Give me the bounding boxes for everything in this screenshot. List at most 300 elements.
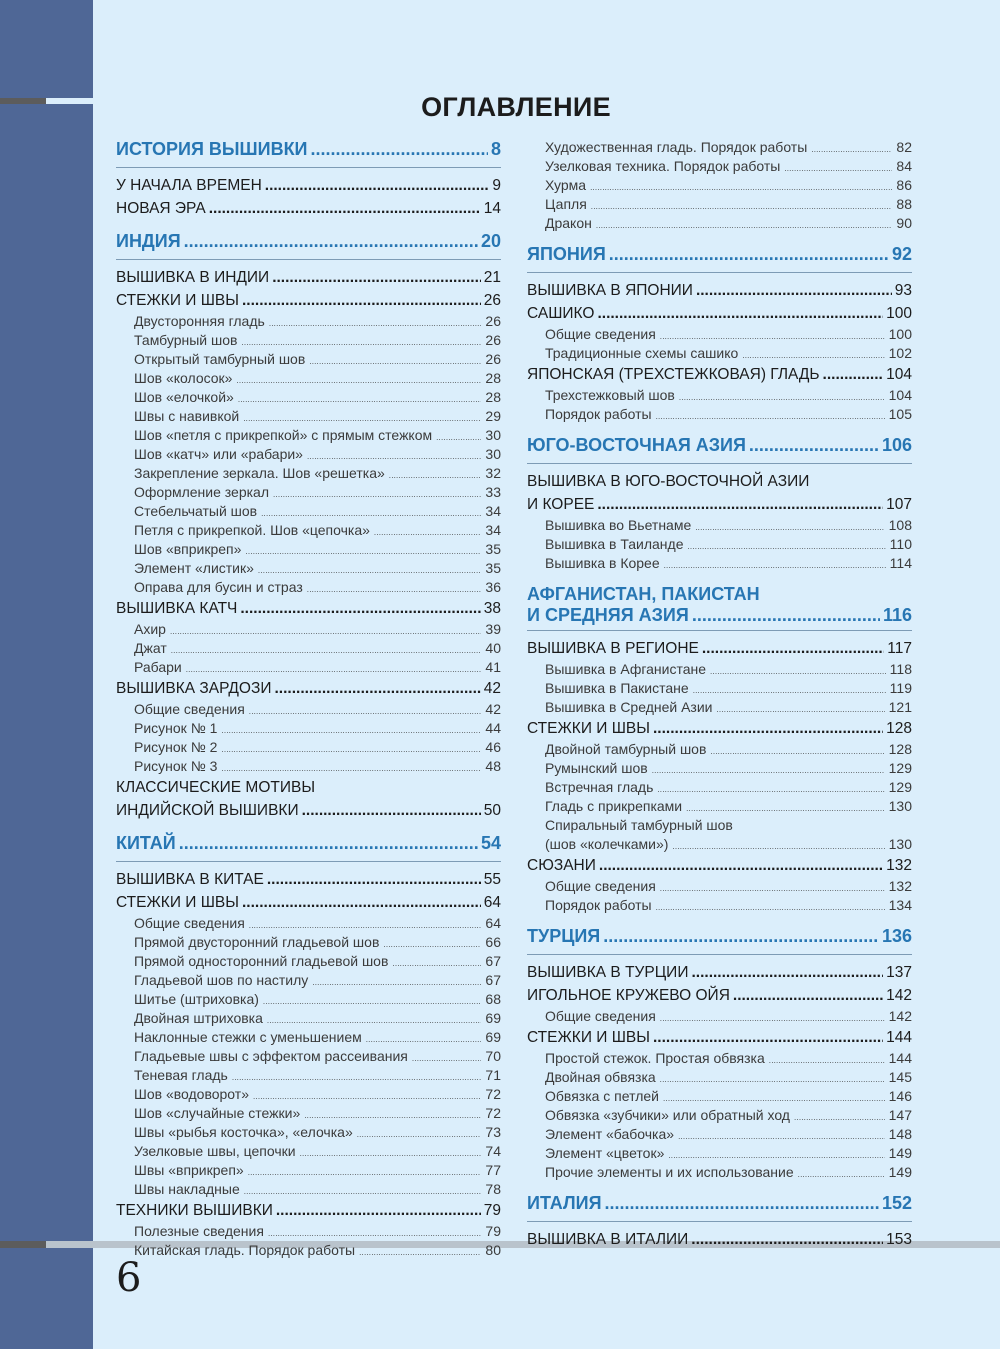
toc-subentry[interactable] [116,1085,501,1104]
dot-leader [300,1142,482,1163]
toc-subentry[interactable] [116,1028,501,1047]
toc-subentry[interactable] [527,535,912,554]
dot-leader [717,698,885,719]
toc-page-number: 71 [485,1067,501,1083]
toc-entry[interactable] [116,197,501,220]
toc-entry[interactable] [527,961,912,984]
toc-page-number: 79 [485,1223,501,1239]
dot-leader [236,369,481,390]
toc-subentry[interactable] [116,914,501,933]
toc-page-number: 152 [881,1193,912,1213]
toc-subentry[interactable] [527,877,912,896]
toc-subentry[interactable] [527,386,912,405]
toc-left-column [116,138,501,1260]
dot-leader [660,1007,885,1028]
dot-leader [263,990,482,1011]
toc-entry-label: ЯПОНСКАЯ (ТРЕХСТЕЖКОВАЯ) ГЛАДЬ [527,366,820,383]
toc-entry[interactable] [116,868,501,891]
toc-subentry[interactable] [527,797,912,816]
dot-leader [170,620,481,641]
dot-leader [221,757,481,778]
toc-page-number: 69 [485,1029,501,1045]
toc-subentry[interactable] [116,1161,501,1180]
toc-entry-label: Узелковые швы, цепочки [134,1143,296,1159]
toc-entry-label: Стебельчатый шов [134,503,258,519]
toc-section-japan[interactable] [527,239,912,273]
toc-entry[interactable] [116,776,501,799]
toc-page-number: 35 [485,560,501,576]
dot-leader [692,604,880,626]
toc-subentry[interactable] [527,157,912,176]
dot-leader [660,1068,885,1089]
toc-subentry[interactable] [527,516,912,535]
toc-subentry[interactable] [527,1144,912,1163]
dot-leader [691,1228,883,1251]
dot-leader [269,312,482,333]
toc-page-number: 14 [483,200,501,217]
toc-page-number: 107 [886,496,912,513]
toc-page-number: 121 [888,699,912,715]
toc-subentry[interactable] [527,344,912,363]
toc-entry-label: ВЫШИВКА В ИТАЛИИ [527,1231,689,1248]
toc-page-number: 110 [889,536,912,552]
dot-leader [769,1049,885,1070]
dot-leader [242,289,481,312]
toc-subentry[interactable] [527,176,912,195]
toc-entry-label: ВЫШИВКА В ТУРЦИИ [527,964,689,981]
toc-page-number: 114 [889,555,912,571]
toc-subentry[interactable] [527,698,912,717]
toc-entry[interactable] [527,493,912,516]
dot-leader [267,868,481,891]
toc-entry-label: Обвязка «зубчики» или обратный ход [545,1107,790,1123]
toc-entry-label: Шов «случайные стежки» [134,1105,301,1121]
toc-entry-label: Порядок работы [545,897,652,913]
dot-leader [710,660,886,681]
dot-leader [276,1199,481,1222]
toc-entry-label: Вышивка в Пакистане [545,680,689,696]
toc-subentry[interactable] [116,933,501,952]
toc-page-number: 78 [485,1181,501,1197]
dot-leader [244,1180,482,1201]
toc-entry[interactable] [116,289,501,312]
toc-page-number: 145 [888,1069,912,1085]
toc-page-number: 9 [492,177,501,194]
toc-entry-label: Наклонные стежки с уменьшением [134,1029,362,1045]
toc-entry[interactable] [116,677,501,700]
toc-entry-label: СТЕЖКИ И ШВЫ [116,292,239,309]
toc-entry[interactable] [527,637,912,660]
toc-page-number: 44 [485,720,501,736]
toc-subentry[interactable] [527,740,912,759]
toc-page-number: 104 [886,366,912,383]
toc-page-number: 34 [485,522,501,538]
dot-leader [733,984,883,1007]
toc-entry-label: Двойная обвязка [545,1069,656,1085]
toc-page-number: 80 [485,1242,501,1258]
toc-subentry[interactable] [527,138,912,157]
toc-page-number: 136 [881,926,912,946]
dot-leader [596,214,893,235]
dot-leader [664,554,886,575]
toc-subentry[interactable] [116,350,501,369]
toc-subentry[interactable] [116,1222,501,1241]
toc-subentry[interactable] [116,639,501,658]
toc-page-number: 118 [889,661,912,677]
toc-subentry[interactable] [116,559,501,578]
toc-entry[interactable] [116,891,501,914]
toc-entry[interactable] [527,854,912,877]
toc-section-southeast-asia[interactable] [527,430,912,464]
toc-page-number: 69 [485,1010,501,1026]
toc-subentry[interactable] [116,464,501,483]
toc-entry[interactable] [116,799,501,822]
dot-leader [657,778,884,799]
toc-section-china[interactable] [116,828,501,862]
dot-leader [693,679,886,700]
page-number: 6 [116,1255,142,1301]
toc-page-number: 64 [485,915,501,931]
toc-entry-label: Порядок работы [545,406,652,422]
toc-subentry[interactable] [116,1009,501,1028]
toc-entry-label: Китайская гладь. Порядок работы [134,1242,356,1258]
toc-entry-label: Двойная штриховка [134,1010,263,1026]
toc-entry-label: Прямой односторонний гладьевой шов [134,953,389,969]
toc-subentry[interactable] [527,759,912,778]
toc-entry-label: КЛАССИЧЕСКИЕ МОТИВЫ [116,779,316,796]
toc-entry-label: Элемент «листик» [134,560,254,576]
dot-leader [242,891,481,914]
toc-entry[interactable] [527,363,912,386]
toc-page-number: 147 [888,1107,912,1123]
toc-entry-label: Шов «елочкой» [134,389,234,405]
toc-subentry[interactable] [116,369,501,388]
toc-entry[interactable] [527,717,912,740]
toc-subentry[interactable] [116,700,501,719]
toc-page-number: 66 [485,934,501,950]
toc-entry-label: Шов «водоворот» [134,1086,249,1102]
toc-subentry[interactable] [116,540,501,559]
dot-leader [238,388,482,409]
toc-entry[interactable] [527,984,912,1007]
toc-page-number: 92 [891,244,912,264]
toc-entry[interactable] [116,597,501,620]
toc-entry[interactable] [116,174,501,197]
toc-page-number: 29 [485,408,501,424]
toc-page-number: 20 [480,231,501,251]
toc-entry-label: Румынский шов [545,760,648,776]
dot-leader [304,1104,481,1125]
toc-subentry[interactable] [116,1104,501,1123]
toc-page-number: 67 [485,953,501,969]
dot-leader [653,1026,883,1049]
toc-subentry[interactable] [527,554,912,573]
toc-entry-label: Тамбурный шов [134,332,238,348]
toc-entry-label: Элемент «бабочка» [545,1126,675,1142]
dot-leader [249,914,482,935]
toc-page-number: 144 [888,1050,912,1066]
dot-leader [597,493,883,516]
toc-page-number: 88 [896,196,912,212]
toc-entry-label: Шов «катч» или «рабари» [134,446,303,462]
toc-entry-label: Общие сведения [545,878,656,894]
toc-entry[interactable] [527,1026,912,1049]
toc-page-number: 46 [485,739,501,755]
toc-entry-label: И СРЕДНЯЯ АЗИЯ [527,605,689,625]
toc-entry-label: Закрепление зеркала. Шов «решетка» [134,465,385,481]
toc-subentry[interactable] [116,445,501,464]
toc-entry-label: Джат [134,640,167,656]
toc-page-number: 130 [888,798,912,814]
dot-leader [412,1047,482,1068]
dot-leader [374,521,482,542]
toc-page-number: 35 [485,541,501,557]
page-title: ОГЛАВЛЕНИЕ [421,92,611,122]
toc-subentry[interactable] [527,214,912,233]
toc-subentry[interactable] [116,620,501,639]
dot-leader [811,138,892,159]
toc-page-number: 36 [485,579,501,595]
dot-leader [311,138,488,160]
toc-entry[interactable] [116,1199,501,1222]
toc-page-number: 28 [485,389,501,405]
toc-entry-label: Ахир [134,621,166,637]
toc-page-number: 8 [490,139,501,159]
toc-entry-label: Гладьевые швы с эффектом рассеивания [134,1048,408,1064]
dot-leader [366,1028,482,1049]
toc-page-number: 34 [485,503,501,519]
dot-leader [184,230,478,252]
toc-page-number: 128 [888,741,912,757]
toc-subentry[interactable] [116,757,501,776]
toc-entry-label: Общие сведения [134,701,245,717]
toc-page-number: 42 [485,701,501,717]
toc-page-number: 72 [485,1105,501,1121]
toc-page-number: 134 [888,897,912,913]
toc-entry-label: Трехстежковый шов [545,387,675,403]
toc-entry-label: Вышивка в Средней Азии [545,699,713,715]
dot-leader [798,1163,885,1184]
toc-entry-label: ЮГО-ВОСТОЧНАЯ АЗИЯ [527,435,746,455]
toc-subentry[interactable] [116,388,501,407]
toc-page-number: 32 [485,465,501,481]
toc-entry-label: СТЕЖКИ И ШВЫ [116,894,239,911]
dot-leader [309,350,481,371]
toc-page-number: 119 [889,680,912,696]
toc-page-number: 28 [485,370,501,386]
dot-leader [359,1241,481,1262]
toc-subentry[interactable] [527,679,912,698]
dot-leader [678,1125,885,1146]
toc-subentry[interactable] [527,405,912,424]
toc-entry-label: Обвязка с петлей [545,1088,659,1104]
dot-leader [249,700,482,721]
toc-entry-label: Общие сведения [545,1008,656,1024]
toc-subentry[interactable] [116,521,501,540]
toc-subentry[interactable] [527,778,912,797]
toc-page-number: 100 [888,326,912,342]
toc-page-number: 30 [485,427,501,443]
toc-subentry[interactable] [116,990,501,1009]
toc-subentry[interactable] [116,426,501,445]
toc-entry-label: АФГАНИСТАН, ПАКИСТАН [527,584,760,604]
toc-subentry[interactable] [116,1066,501,1085]
toc-page-number: 129 [888,760,912,776]
toc-entry-label: САШИКО [527,305,595,322]
toc-entry-label: Вышивка в Таиланде [545,536,684,552]
dot-leader [253,1085,481,1106]
toc-page-number: 149 [888,1145,912,1161]
dot-leader [695,516,884,537]
toc-entry[interactable] [116,266,501,289]
dot-leader [823,363,884,386]
toc-section-italy[interactable] [527,1188,912,1222]
dot-leader [221,719,481,740]
toc-subentry[interactable] [527,1106,912,1125]
dot-leader [307,445,481,466]
toc-entry-label: ВЫШИВКА В ИНДИИ [116,269,270,286]
toc-subentry[interactable] [116,1142,501,1161]
toc-section-india[interactable] [116,226,501,260]
toc-entry-label: Прямой двусторонний гладьевой шов [134,934,380,950]
toc-subentry[interactable] [116,312,501,331]
toc-page-number: 105 [888,406,912,422]
toc-page-number: 30 [485,446,501,462]
toc-subentry[interactable] [527,1163,912,1182]
toc-page-number: 21 [483,269,501,286]
toc-entry-label: ТЕХНИКИ ВЫШИВКИ [116,1202,273,1219]
toc-page-number: 54 [480,833,501,853]
toc-entry-label: ИСТОРИЯ ВЫШИВКИ [116,139,308,159]
dot-leader [794,1106,885,1127]
toc-entry-label: ВЫШИВКА КАТЧ [116,600,238,617]
toc-subentry[interactable] [527,1087,912,1106]
toc-page-number: 104 [888,387,912,403]
toc-entry-label: Петля с прикрепкой. Шов «цепочка» [134,522,370,538]
dot-leader [742,344,884,365]
dot-leader [686,797,885,818]
dot-leader [258,559,482,580]
dot-leader [241,331,481,352]
toc-entry[interactable] [527,279,912,302]
toc-page-number: 102 [888,345,912,361]
toc-page-number: 72 [485,1086,501,1102]
toc-subentry[interactable] [527,1125,912,1144]
toc-entry[interactable] [527,302,912,325]
toc-subentry[interactable] [116,502,501,521]
toc-entry-label: СЮЗАНИ [527,857,596,874]
dot-leader [603,925,879,947]
toc-right-column [527,138,912,1251]
toc-entry-label: ТУРЦИЯ [527,926,601,946]
toc-page-number: 38 [483,600,501,617]
toc-subentry[interactable] [527,1007,912,1026]
toc-subentry[interactable] [116,483,501,502]
toc-entry-label: Оправа для бусин и страз [134,579,303,595]
toc-subentry[interactable] [527,1049,912,1068]
dot-leader [591,195,893,216]
toc-entry[interactable] [527,470,912,493]
toc-entry[interactable] [527,1228,912,1251]
toc-entry-label: И КОРЕЕ [527,496,595,513]
toc-section-turkey[interactable] [527,921,912,955]
toc-entry-label: Шов «колосок» [134,370,233,386]
toc-subentry[interactable] [116,738,501,757]
toc-subentry[interactable] [116,971,501,990]
toc-entry-label: Вышивка в Корее [545,555,660,571]
toc-page-number: 153 [886,1231,912,1248]
toc-subentry[interactable] [116,1180,501,1199]
toc-subentry[interactable] [116,1241,501,1260]
toc-section-afghanistan-cont[interactable] [527,604,912,631]
toc-page-number: 73 [485,1124,501,1140]
dot-leader [273,483,481,504]
toc-subentry[interactable] [527,896,912,915]
toc-page-number: 82 [896,139,912,155]
toc-entry-label: Рабари [134,659,182,675]
toc-entry-label: Теневая гладь [134,1067,228,1083]
toc-subentry[interactable] [116,1047,501,1066]
toc-section-history[interactable] [116,138,501,168]
dot-leader [383,933,481,954]
dot-leader [186,658,482,679]
toc-subentry[interactable] [527,816,912,835]
dot-leader [605,1192,879,1214]
toc-entry-label: Двусторонняя гладь [134,313,265,329]
dot-leader [265,174,490,197]
dot-leader [691,961,883,984]
dot-leader [668,1144,884,1165]
dot-leader [656,896,885,917]
dot-leader [660,877,885,898]
toc-entry-label: ВЫШИВКА В ЯПОНИИ [527,282,693,299]
toc-section-afghanistan[interactable] [527,579,912,604]
toc-subentry[interactable] [116,331,501,350]
toc-subentry[interactable] [527,835,912,854]
toc-subentry[interactable] [527,325,912,344]
toc-subentry[interactable] [116,658,501,677]
toc-page-number: 137 [886,964,912,981]
toc-page-number: 64 [483,894,501,911]
toc-page-number: 132 [888,878,912,894]
toc-subentry[interactable] [527,660,912,679]
toc-page-number: 100 [886,305,912,322]
toc-entry-label: Швы «вприкреп» [134,1162,244,1178]
toc-page-number: 79 [483,1202,501,1219]
toc-page-number: 144 [886,1029,912,1046]
toc-page-number: 86 [896,177,912,193]
toc-subentry[interactable] [527,1068,912,1087]
toc-entry-label: Общие сведения [134,915,245,931]
toc-entry-label: ИНДИЙСКОЙ ВЫШИВКИ [116,802,299,819]
toc-subentry[interactable] [116,719,501,738]
dot-leader [784,157,892,178]
toc-subentry[interactable] [116,952,501,971]
toc-subentry[interactable] [116,407,501,426]
dot-leader [702,637,884,660]
toc-subentry[interactable] [116,1123,501,1142]
page-spine-band [0,0,93,1349]
toc-entry-label: Цапля [545,196,587,212]
toc-entry-label: Оформление зеркал [134,484,270,500]
toc-subentry[interactable] [116,578,501,597]
toc-entry-label: Двойной тамбурный шов [545,741,707,757]
dot-leader [663,1087,885,1108]
toc-entry-label: ВЫШИВКА В РЕГИОНЕ [527,640,699,657]
toc-entry-label: ЯПОНИЯ [527,244,606,264]
toc-entry-label: ИГОЛЬНОЕ КРУЖЕВО ОЙЯ [527,987,730,1004]
toc-subentry[interactable] [527,195,912,214]
